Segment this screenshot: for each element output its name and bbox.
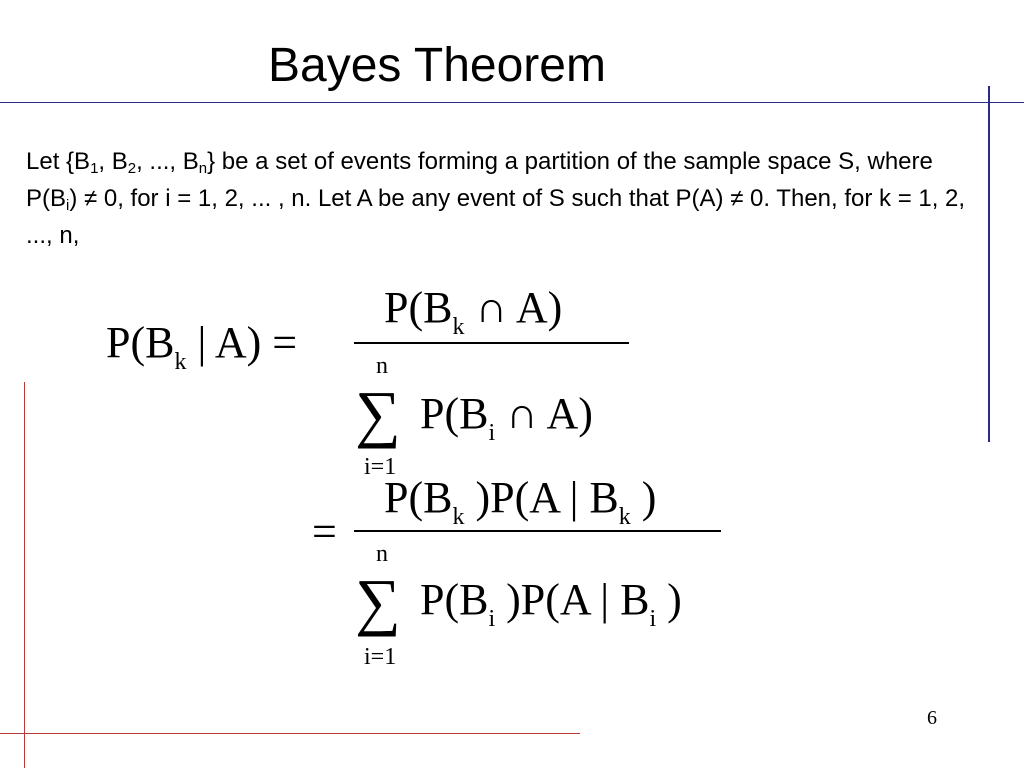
eq1-sum-upper: n — [376, 353, 388, 379]
eq1-den-sub: i — [488, 420, 496, 446]
eq1-sigma: ∑ — [355, 378, 401, 449]
eq2-sum-lower: i=1 — [364, 644, 397, 670]
slide-title: Bayes Theorem — [268, 39, 606, 92]
left-vertical-rule — [24, 382, 25, 768]
text-part: ) ≠ 0, for i = 1, 2, ... , n. Let A be any event of S such that P(A) ≠ 0. Then, for k = 1, 2, ..., n, — [26, 185, 966, 249]
eq2-num-a: P(B — [384, 473, 453, 522]
top-horizontal-rule — [0, 102, 1024, 103]
subscript: i — [66, 197, 70, 214]
eq2-den-sub1: i — [488, 606, 496, 632]
eq1-num-b: ∩ A) — [464, 283, 563, 332]
subscript: n — [198, 160, 208, 177]
theorem-statement — [26, 143, 986, 254]
eq1-denominator — [420, 389, 593, 446]
eq1-lhs — [106, 318, 298, 375]
eq2-denominator — [420, 575, 682, 632]
eq2-num-sub1: k — [452, 504, 465, 530]
right-vertical-rule — [988, 86, 990, 442]
eq1-numerator — [384, 283, 563, 340]
eq1-fraction-bar — [354, 342, 629, 344]
eq2-sigma: ∑ — [355, 566, 401, 637]
eq2-fraction-bar — [354, 530, 721, 532]
eq2-den-c: ) — [656, 575, 682, 624]
subscript: 1 — [90, 160, 99, 177]
eq1-den-b: ∩ A) — [495, 389, 593, 438]
page-number: 6 — [927, 707, 937, 729]
eq1-lhs-b: | A) = — [186, 318, 298, 367]
eq1-lhs-a: P(B — [106, 318, 175, 367]
bottom-horizontal-rule — [0, 733, 580, 734]
text-part: Let {B — [26, 148, 91, 175]
eq1-sum-lower: i=1 — [364, 454, 397, 480]
eq1-num-sub: k — [452, 314, 465, 340]
eq1-lhs-sub: k — [174, 349, 187, 375]
eq2-num-c: ) — [630, 473, 657, 522]
eq2-equals: = — [312, 507, 337, 556]
eq2-num-b: )P(A | B — [464, 473, 619, 522]
eq1-num-a: P(B — [384, 283, 453, 332]
text-part: , B — [98, 148, 128, 175]
eq2-den-a: P(B — [420, 575, 489, 624]
eq2-den-sub2: i — [649, 606, 657, 632]
text-part: } be a set of events forming a partition of the sample space S, where P(B — [26, 148, 933, 212]
subscript: 2 — [127, 160, 137, 177]
eq2-num-sub2: k — [618, 504, 631, 530]
eq2-sum-upper: n — [376, 541, 388, 567]
eq1-den-a: P(B — [420, 389, 489, 438]
eq2-den-b: )P(A | B — [495, 575, 650, 624]
text-part: , ..., B — [136, 148, 199, 175]
eq2-numerator — [384, 473, 657, 530]
